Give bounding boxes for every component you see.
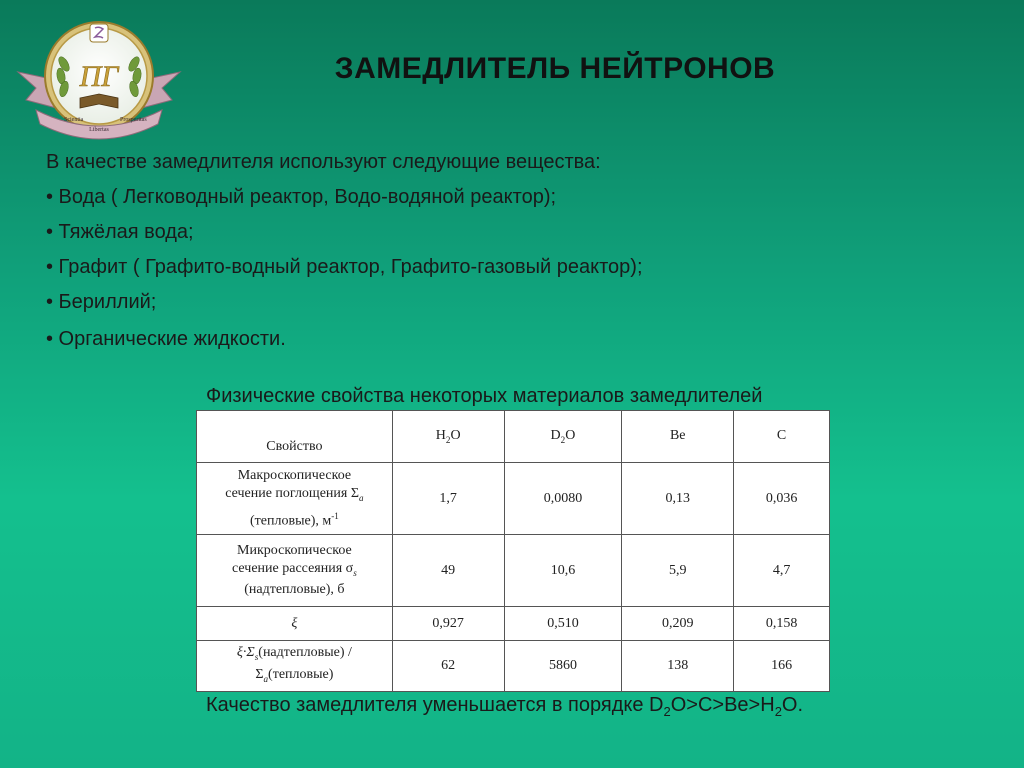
list-item: • Органические жидкости. (46, 328, 286, 350)
svg-text:Libertas: Libertas (89, 127, 109, 133)
header-c: C (734, 411, 830, 463)
cell-d2o: 5860 (504, 641, 622, 692)
cell-c: 166 (734, 641, 830, 692)
row-label: $\xi\cdot\Sigma_s(надтепловые)$ / $\Sigma_a(тепловые)$ (197, 641, 393, 692)
cell-c: 4,7 (734, 535, 830, 607)
list-item: • Графит ( Графито-водный реактор, Графито-газовый реактор); (46, 256, 643, 278)
header-d2o: $D_2O$ (504, 411, 622, 463)
table-row (197, 463, 830, 535)
list-item: • Тяжёлая вода; (46, 221, 194, 243)
cell-be: 138 (622, 641, 734, 692)
table-header-row (197, 411, 830, 463)
footer-conclusion: Качество замедлителя уменьшается в порядке $D_2O>C>Be>H_2O$. (206, 694, 804, 719)
cell-h2o: 62 (392, 641, 504, 692)
cell-be: 5,9 (622, 535, 734, 607)
list-item: • Вода ( Легководный реактор, Водо-водяной реактор); (46, 186, 557, 208)
cell-d2o: 0,0080 (504, 463, 622, 535)
table-row (197, 641, 830, 692)
moderator-properties-table (196, 410, 830, 692)
table-row (197, 535, 830, 607)
row-label: ξ (197, 607, 393, 641)
list-item: • Бериллий; (46, 291, 157, 313)
cell-h2o: 49 (392, 535, 504, 607)
header-property: Свойство (197, 411, 393, 463)
row-label: Макроскопическое сечение поглощения $\Sigma_a$ (тепловые), $м^{-1}$ (197, 463, 393, 535)
moderator-list (46, 148, 643, 360)
cell-h2o: 1,7 (392, 463, 504, 535)
svg-text:Prosperitas: Prosperitas (120, 117, 147, 123)
header-h2o: $H_2O$ (392, 411, 504, 463)
header-be: Be (622, 411, 734, 463)
row-label: Микроскопическое сечение рассеяния $\sigma_s$ (надтепловые), б (197, 535, 393, 607)
table-row (197, 607, 830, 641)
cell-d2o: 0,510 (504, 607, 622, 641)
svg-text:ПГ: ПГ (79, 60, 119, 93)
slide-title: ЗАМЕДЛИТЕЛЬ НЕЙТРОНОВ (334, 52, 776, 85)
intro-text: В качестве замедлителя используют следующие вещества: (46, 151, 601, 173)
cell-be: 0,209 (622, 607, 734, 641)
cell-c: 0,158 (734, 607, 830, 641)
svg-text:Scientia: Scientia (64, 117, 84, 123)
table-caption: Физические свойства некоторых материалов замедлителей (206, 385, 763, 407)
cell-be: 0,13 (622, 463, 734, 535)
cell-c: 0,036 (734, 463, 830, 535)
cell-d2o: 10,6 (504, 535, 622, 607)
cell-h2o: 0,927 (392, 607, 504, 641)
